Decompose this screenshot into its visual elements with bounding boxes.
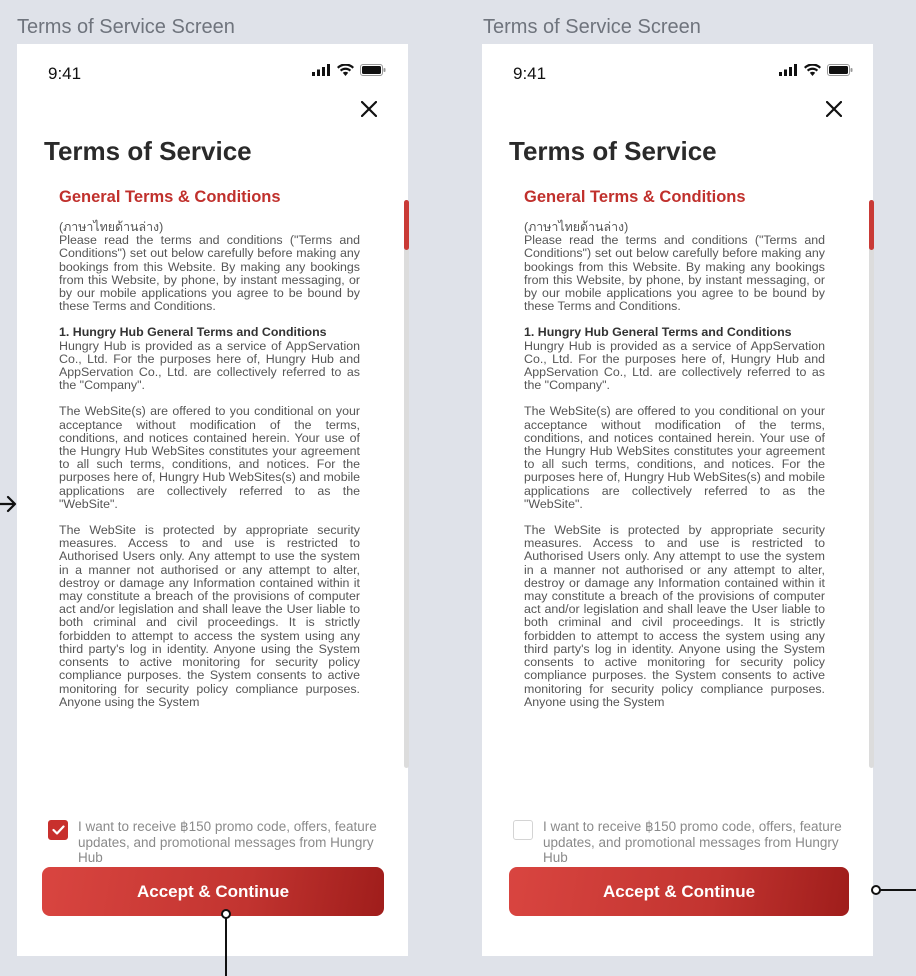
clause-body: Hungry Hub is provided as a service of AppServation Co., Ltd. For the purposes here of, Hungry Hub and AppServation Co., Ltd. are collectively referred to as the "Company". xyxy=(59,338,360,393)
accept-continue-button[interactable]: Accept & Continue xyxy=(42,867,384,916)
consent-text: I want to receive ฿150 promo code, offers, feature updates, and promotional messages from Hungry Hub xyxy=(78,819,377,865)
clause-paragraph xyxy=(524,326,825,392)
promo-consent[interactable] xyxy=(513,819,853,866)
scrollbar[interactable] xyxy=(869,200,874,768)
wifi-icon xyxy=(337,64,354,76)
status-time: 9:41 xyxy=(48,64,82,83)
close-button[interactable] xyxy=(821,96,847,122)
battery-icon xyxy=(360,64,386,76)
page-title: Terms of Service xyxy=(509,136,717,166)
status-time: 9:41 xyxy=(513,64,547,83)
phone-screen xyxy=(482,44,873,956)
wifi-icon xyxy=(804,64,821,76)
security-paragraph: The WebSite is protected by appropriate security measures. Access to and use is restricted to Authorised Users only. Any attempt to use the system in a manner not authorised or any attempt to alter, destroy or damage any Information contained within it may constitute a breach of the provisions of computer act and/or legislation and shall leave the User liable to both criminal and civil proceedings. It is strictly forbidden to attempt to access the system using any third party's log in identity. Anyone using the System consents to active monitoring for security policy compliance purposes. the System consents to active monitoring for security policy compliance purposes. Anyone using the System xyxy=(59,523,360,709)
flow-arrow-icon xyxy=(0,492,18,516)
intro-paragraph: (ภาษาไทยด้านล่าง) Please read the terms and conditions ("Terms and Conditions") set out below carefully before making any bookings from this Website. By making any bookings from this Website, by phone, by instant messaging, or by our mobile applications you agree to be bound by these Terms and Conditions. xyxy=(59,220,360,314)
scrollbar-thumb[interactable] xyxy=(869,200,874,250)
scrollbar-thumb[interactable] xyxy=(404,200,409,250)
signal-icon xyxy=(779,64,798,76)
section-title: General Terms & Conditions xyxy=(59,188,281,206)
status-icons xyxy=(779,64,853,76)
phone-screen xyxy=(17,44,408,956)
promo-checkbox[interactable] xyxy=(513,820,533,840)
clause-heading: 1. Hungry Hub General Terms and Conditions xyxy=(524,325,792,340)
intro-paragraph: (ภาษาไทยด้านล่าง) Please read the terms and conditions ("Terms and Conditions") set out below carefully before making any bookings from this Website. By making any bookings from this Website, by phone, by instant messaging, or by our mobile applications you agree to be bound by these Terms and Conditions. xyxy=(524,220,825,314)
page-title: Terms of Service xyxy=(44,136,252,166)
promo-consent[interactable] xyxy=(48,819,388,866)
battery-icon xyxy=(827,64,853,76)
close-icon xyxy=(826,101,842,117)
status-bar xyxy=(17,44,408,100)
frame-label: Terms of Service Screen xyxy=(483,16,701,38)
accept-continue-button[interactable]: Accept & Continue xyxy=(509,867,849,916)
close-button[interactable] xyxy=(356,96,382,122)
flow-connector xyxy=(869,882,916,898)
section-title: General Terms & Conditions xyxy=(524,188,746,206)
status-icons xyxy=(312,64,386,76)
consent-text: I want to receive ฿150 promo code, offers, feature updates, and promotional messages from Hungry Hub xyxy=(543,819,842,865)
website-paragraph: The WebSite(s) are offered to you conditional on your acceptance without modification of the terms, conditions, and notices contained herein. Your use of the Hungry Hub WebSites constitutes your agreement to all such terms, conditions, and notices. For the purposes here of, Hungry Hub WebSites(s) and mobile applications are collectively referred to as the "WebSite". xyxy=(524,404,825,511)
checkmark-icon xyxy=(52,825,65,835)
terms-scroll-area[interactable] xyxy=(59,188,360,788)
scrollbar[interactable] xyxy=(404,200,409,768)
promo-checkbox[interactable] xyxy=(48,820,68,840)
signal-icon xyxy=(312,64,331,76)
clause-heading: 1. Hungry Hub General Terms and Conditions xyxy=(59,325,327,340)
clause-paragraph xyxy=(59,326,360,392)
website-paragraph: The WebSite(s) are offered to you conditional on your acceptance without modification of the terms, conditions, and notices contained herein. Your use of the Hungry Hub WebSites constitutes your agreement to all such terms, conditions, and notices. For the purposes here of, Hungry Hub WebSites(s) and mobile applications are collectively referred to as the "WebSite". xyxy=(59,404,360,511)
frame-label: Terms of Service Screen xyxy=(17,16,235,38)
clause-body: Hungry Hub is provided as a service of AppServation Co., Ltd. For the purposes here of, Hungry Hub and AppServation Co., Ltd. are collectively referred to as the "Company". xyxy=(524,338,825,393)
security-paragraph: The WebSite is protected by appropriate security measures. Access to and use is restricted to Authorised Users only. Any attempt to use the system in a manner not authorised or any attempt to alter, destroy or damage any Information contained within it may constitute a breach of the provisions of computer act and/or legislation and shall leave the User liable to both criminal and civil proceedings. It is strictly forbidden to attempt to access the system using any third party's log in identity. Anyone using the System consents to active monitoring for security policy compliance purposes. the System consents to active monitoring for security policy compliance purposes. Anyone using the System xyxy=(524,523,825,709)
close-icon xyxy=(361,101,377,117)
terms-scroll-area[interactable] xyxy=(524,188,825,788)
status-bar xyxy=(482,44,873,100)
